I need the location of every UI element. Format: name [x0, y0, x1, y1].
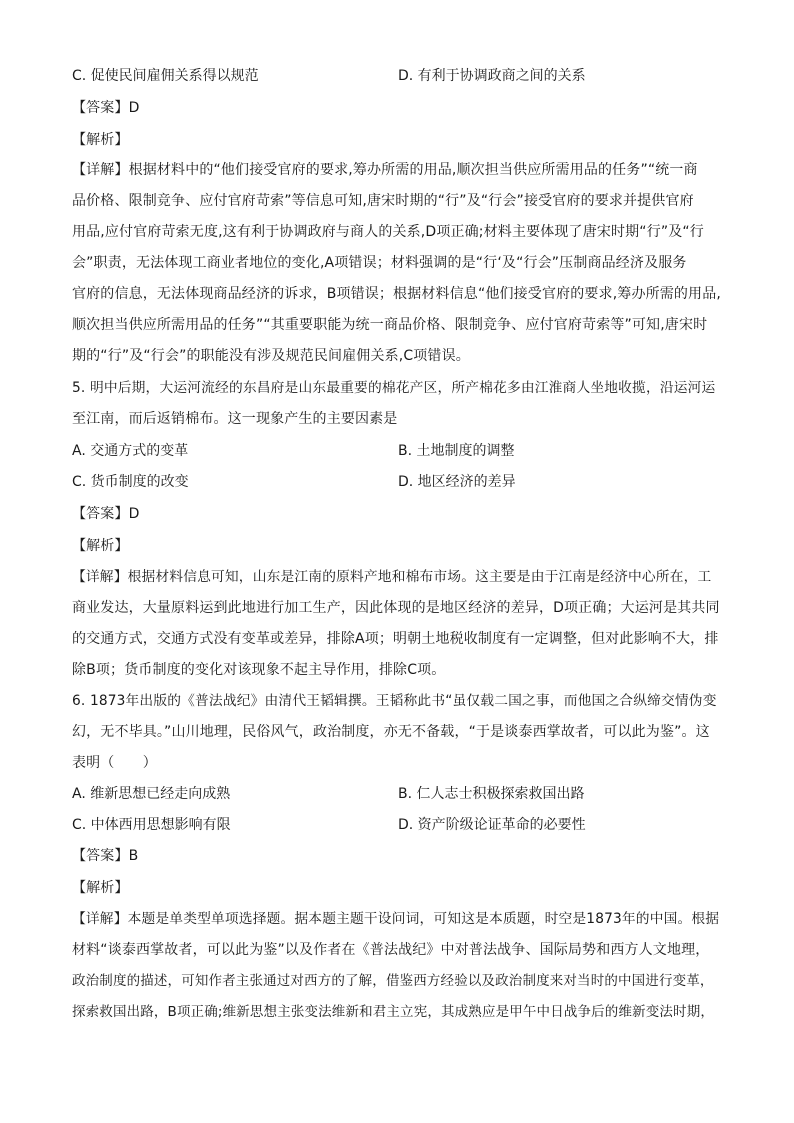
- q5-option-b: B. 土地制度的调整: [398, 443, 515, 459]
- q6-detail-line: 材料“谈泰西掌故者，可以此为鉴”以及作者在《普法战纪》中对普法战争、国际局势和西方人文地理，: [72, 942, 710, 958]
- q5-option-d: D. 地区经济的差异: [398, 474, 516, 490]
- q4-analysis-heading: 【解析】: [72, 132, 129, 148]
- q5-detail-line: 【详解】根据材料信息可知，山东是江南的原料产地和棉布市场。这主要是由于江南是经济中心所在，工: [72, 569, 712, 585]
- q6-detail-line: 政治制度的描述，可知作者主张通过对西方的了解，借鉴西方经验以及政治制度来对当时的中国进行变革，: [72, 973, 714, 989]
- q4-option-d: D. 有利于协调政商之间的关系: [398, 68, 586, 84]
- q4-detail-line: 【详解】根据材料中的“他们接受官府的要求,筹办所需的用品,顺次担当供应所需用品的任务”“统一商: [72, 162, 698, 178]
- q5-option-a: A. 交通方式的变革: [72, 443, 189, 459]
- q4-option-c: C. 促使民间雇佣关系得以规范: [72, 68, 259, 84]
- q5-answer: 【答案】D: [72, 506, 140, 522]
- q4-detail-line: 用品,应付官府苛索无度,这有利于协调政府与商人的关系,D项正确;材料主要体现了唐宋时期“行”及“行: [72, 224, 704, 240]
- q6-detail-line: 【详解】本题是单类型单项选择题。据本题主题干设问词，可知这是本质题，时空是1873年的中国。根据: [72, 911, 720, 927]
- q5-option-c: C. 货币制度的改变: [72, 474, 189, 490]
- q5-stem-line: 5. 明中后期，大运河流经的东昌府是山东最重要的棉花产区，所产棉花多由江淮商人坐地收揽，沿运河运: [72, 380, 716, 396]
- q6-option-c: C. 中体西用思想影响有限: [72, 817, 231, 833]
- q5-detail-line: 商业发达，大量原料运到此地进行加工生产，因此体现的是地区经济的差异，D项正确；大运河是其共同: [72, 600, 720, 616]
- q6-option-d: D. 资产阶级论证革命的必要性: [398, 817, 586, 833]
- q6-stem-line: 表明（ ）: [72, 755, 157, 771]
- q4-answer: 【答案】D: [72, 100, 140, 116]
- q4-detail-line: 会”职责，无法体现工商业者地位的变化,A项错误；材料强调的是“行‘及“行会”压制商品经济及服务: [72, 255, 687, 271]
- q5-analysis-heading: 【解析】: [72, 538, 129, 554]
- q4-detail-line: 期的“行”及“行会”的职能没有涉及规范民间雇佣关系,C项错误。: [72, 348, 470, 364]
- q6-option-a: A. 维新思想已经走向成熟: [72, 786, 231, 802]
- q4-detail-line: 官府的信息，无法体现商品经济的诉求，B项错误；根据材料信息“他们接受官府的要求,筹办所需的用品,: [72, 286, 721, 302]
- q5-stem-line: 至江南，而后返销棉布。这一现象产生的主要因素是: [72, 411, 398, 427]
- q4-detail-line: 顺次担当供应所需用品的任务”“其重要职能为统一商品价格、限制竞争、应付官府苛索等”可知,唐宋时: [72, 317, 708, 333]
- q6-answer: 【答案】B: [72, 848, 139, 864]
- q5-detail-line: 除B项；货币制度的变化对该现象不起主导作用，排除C项。: [72, 662, 446, 678]
- q6-stem-line: 6. 1873年出版的《普法战纪》由清代王韬辑撰。王韬称此书“虽仅载二国之事，而他国之合纵缔交情伪变: [72, 693, 717, 709]
- q6-detail-line: 探索救国出路，B项正确;维新思想主张变法维新和君主立宪，其成熟应是甲午中日战争后的维新变法时期，: [72, 1004, 715, 1020]
- q6-option-b: B. 仁人志士积极探索救国出路: [398, 786, 585, 802]
- q6-stem-line: 幻，无不毕具。”山川地理，民俗风气，政治制度，亦无不备载，“于是谈泰西掌故者，可以此为鉴”。这: [72, 724, 710, 740]
- q4-detail-line: 品价格、限制竞争、应付官府苛索”等信息可知,唐宋时期的“行”及“行会”接受官府的要求并提供官府: [72, 193, 694, 209]
- q5-detail-line: 的交通方式，交通方式没有变革或差异，排除A项；明朝土地税收制度有一定调整，但对此影响不大，排: [72, 631, 719, 647]
- q6-analysis-heading: 【解析】: [72, 880, 129, 896]
